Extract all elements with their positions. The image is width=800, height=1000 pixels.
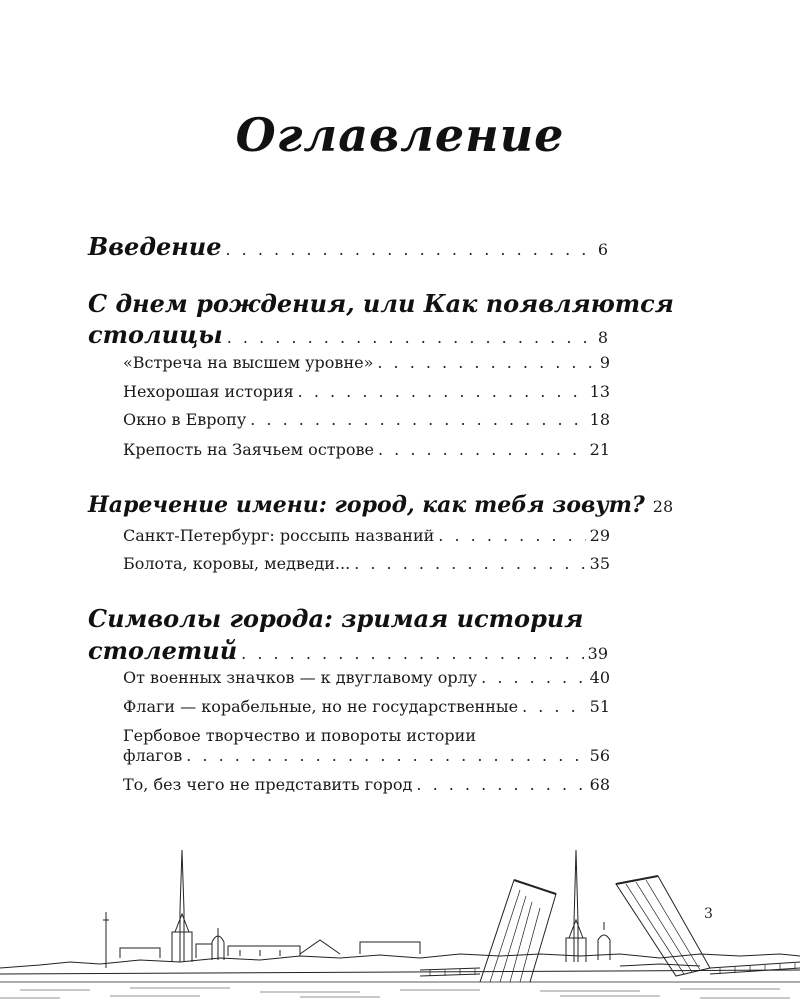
toc-section-title: От военных значков — к двуглавому орлу xyxy=(123,668,478,687)
dot-leader xyxy=(186,746,585,765)
toc-page-number: 9 xyxy=(599,353,610,372)
toc-section[interactable] xyxy=(123,353,610,372)
dot-leader xyxy=(416,775,585,794)
toc-page-number: 40 xyxy=(589,668,610,687)
toc-section-title: Санкт-Петербург: россыпь названий xyxy=(123,526,435,545)
toc-section-title-line1[interactable]: Гербовое творчество и повороты истории xyxy=(123,726,476,745)
toc-page-number: 8 xyxy=(597,328,608,347)
dot-leader xyxy=(377,353,595,372)
toc-section[interactable] xyxy=(123,775,610,794)
toc-chapter-title: Наречение имени: город, как тебя зовут? xyxy=(88,492,645,518)
toc-page-number: 56 xyxy=(589,746,610,765)
toc-chapter-title-line1[interactable]: Символы города: зримая история xyxy=(88,604,584,633)
toc-page-number: 13 xyxy=(589,382,610,401)
toc-section-title: «Встреча на высшем уровне» xyxy=(123,353,374,372)
toc-chapter-intro[interactable] xyxy=(88,232,608,261)
dot-leader xyxy=(481,668,586,687)
toc-page-number: 21 xyxy=(589,440,610,459)
toc-section[interactable] xyxy=(123,554,610,573)
toc-section[interactable] xyxy=(123,668,610,687)
dot-leader xyxy=(438,526,585,545)
toc-section-title: Крепость на Заячьем острове xyxy=(123,440,374,459)
toc-section-title: Окно в Европу xyxy=(123,410,247,429)
toc-chapter-title-line2: столетий xyxy=(88,636,238,665)
dot-leader xyxy=(378,440,586,459)
page-title: Оглавление xyxy=(235,108,565,162)
toc-chapter-symbols[interactable] xyxy=(88,636,608,665)
toc-page-number: 39 xyxy=(587,644,608,663)
toc-page-number: 6 xyxy=(597,240,608,259)
toc-page-number: 29 xyxy=(589,526,610,545)
toc-section-title: Нехорошая история xyxy=(123,382,294,401)
dot-leader xyxy=(250,410,585,429)
toc-page-number: 68 xyxy=(589,775,610,794)
toc-section[interactable] xyxy=(123,746,610,765)
dot-leader xyxy=(354,554,585,573)
toc-page-number: 18 xyxy=(589,410,610,429)
toc-page-number: 51 xyxy=(589,697,610,716)
page-number: 3 xyxy=(704,906,713,922)
toc-section[interactable] xyxy=(123,526,610,545)
dot-leader xyxy=(227,328,594,347)
toc-section[interactable] xyxy=(123,410,610,429)
toc-section[interactable] xyxy=(123,382,610,401)
dot-leader xyxy=(298,382,586,401)
toc-section[interactable] xyxy=(123,440,610,459)
toc-page-number: 35 xyxy=(589,554,610,573)
toc-section-title: То, без чего не представить город xyxy=(123,775,413,794)
dot-leader xyxy=(522,697,586,716)
toc-section-title-line2: флагов xyxy=(123,746,183,765)
toc-chapter-naming[interactable] xyxy=(88,492,674,518)
toc-chapter-title-line1[interactable]: С днем рождения, или Как появляются xyxy=(88,289,674,318)
city-skyline-illustration xyxy=(0,850,800,1000)
dot-leader xyxy=(241,644,583,663)
toc-chapter-title-line2: столицы xyxy=(88,320,223,349)
toc-section[interactable] xyxy=(123,697,610,716)
toc-page-number: 28 xyxy=(652,497,674,516)
toc-section-title: Флаги — корабельные, но не государственные xyxy=(123,697,519,716)
toc-chapter-birthday[interactable] xyxy=(88,320,608,349)
toc-section-title: Болота, коровы, медведи... xyxy=(123,554,351,573)
toc-chapter-title: Введение xyxy=(88,232,222,261)
dot-leader xyxy=(226,240,594,259)
